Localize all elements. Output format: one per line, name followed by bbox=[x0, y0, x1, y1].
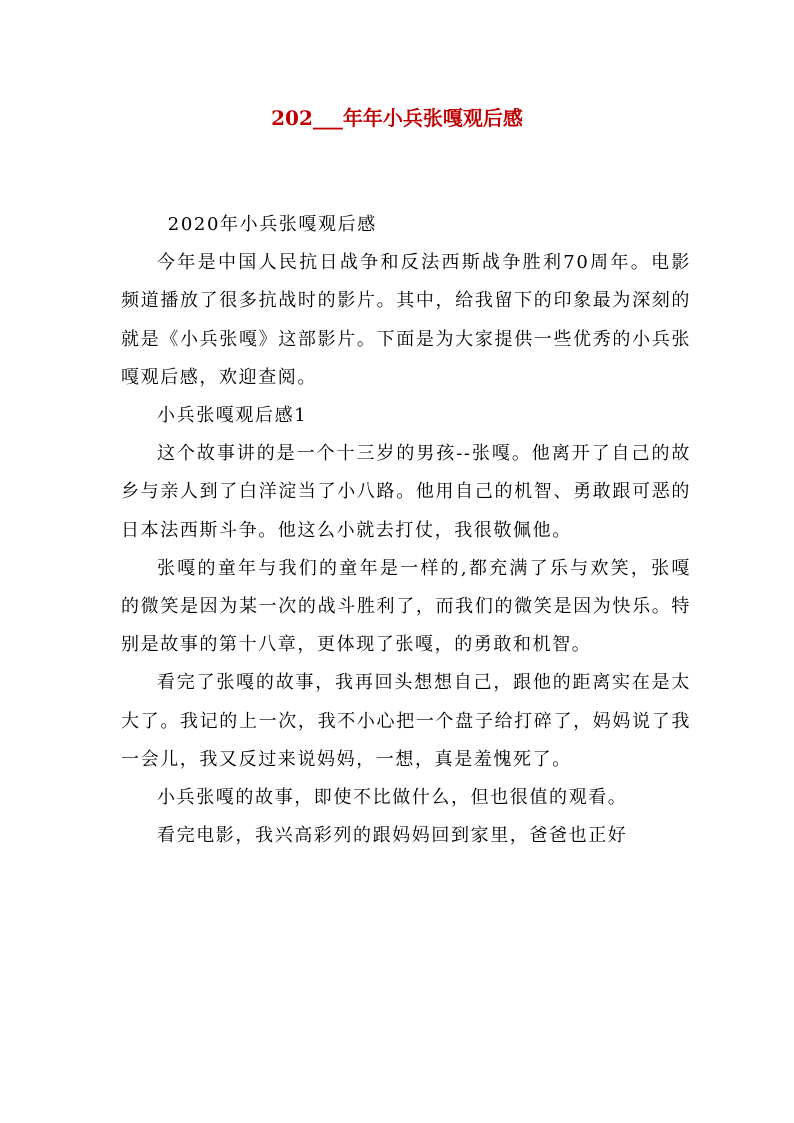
paragraph-intro: 今年是中国人民抗日战争和反法西斯战争胜利70周年。电影频道播放了很多抗战时的影片。其中，给我留下的印象最为深刻的就是《小兵张嘎》这部影片。下面是为大家提供一些优秀的小兵张嘎观后感，欢迎查阅。 bbox=[121, 252, 691, 388]
paragraph: 看完电影，我兴高彩列的跟妈妈回到家里，爸爸也正好 bbox=[157, 825, 628, 847]
paragraph: 张嘎的童年与我们的童年是一样的,都充满了乐与欢笑，张嘎的微笑是因为某一次的战斗胜利了，而我们的微笑是因为快乐。特别是故事的第十八章，更体现了张嘎，的勇敢和机智。 bbox=[121, 557, 691, 656]
paragraph-subtitle: 2020年小兵张嘎观后感 bbox=[167, 214, 377, 235]
document-body bbox=[121, 206, 691, 855]
paragraph: 这个故事讲的是一个十三岁的男孩--张嘎。他离开了自己的故乡与亲人到了白洋淀当了小八路。他用自己的机智、勇敢跟可恶的日本法西斯斗争。他这么小就去打仗，我很敬佩他。 bbox=[121, 443, 691, 541]
paragraph: 小兵张嘎的故事，即使不比做什么，但也很值的观看。 bbox=[157, 787, 628, 809]
paragraph: 看完了张嘎的故事，我再回头想想自己，跟他的距离实在是太大了。我记的上一次，我不小心把一个盘子给打碎了，妈妈说了我一会儿，我又反过来说妈妈，一想，真是羞愧死了。 bbox=[121, 672, 691, 770]
section-heading-1: 小兵张嘎观后感1 bbox=[157, 405, 308, 427]
document-title: 202___年年小兵张嘎观后感 bbox=[271, 106, 523, 130]
